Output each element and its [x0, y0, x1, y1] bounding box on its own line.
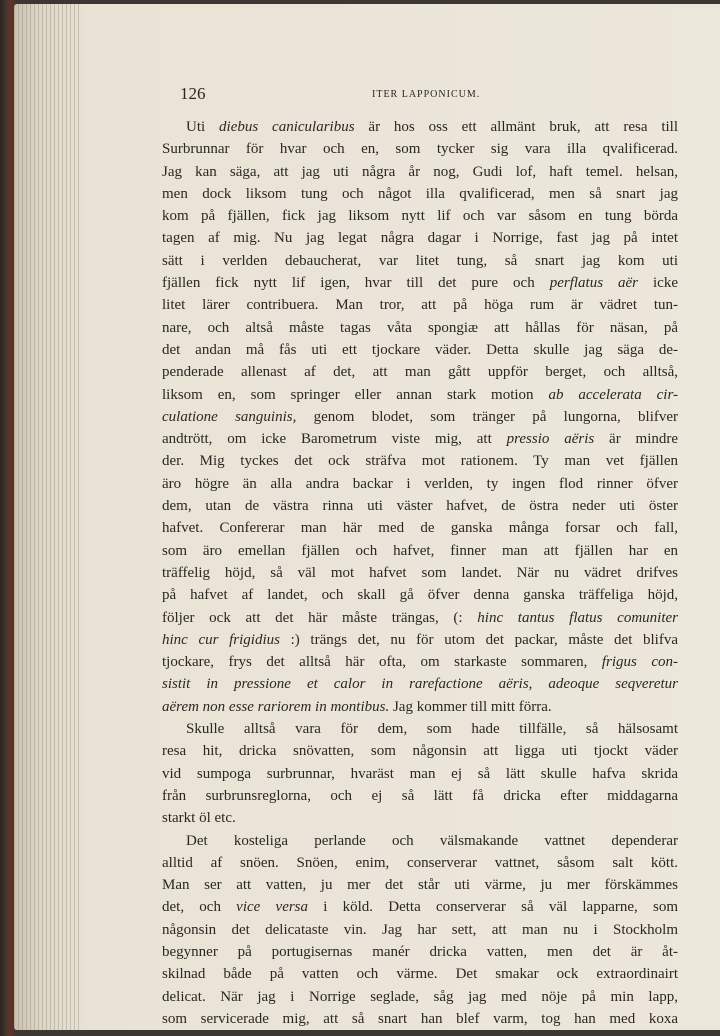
text-line [162, 517, 678, 539]
text-segment: sätt i verlden debaucherat, var litet tung, så snart jag kom uti [162, 252, 678, 269]
text-segment: Uti [186, 119, 220, 135]
text-line [162, 317, 678, 339]
text-segment: nare, och altså måste tagas våta spongiæ att hållas för näsan, på [162, 319, 678, 336]
text-line [162, 718, 678, 740]
text-segment: Jag kan säga, att jag uti några år nog, Gudi lof, haft temel. helsan, [162, 163, 678, 180]
text-line [162, 272, 678, 294]
text-segment: som servicerade mig, att så snart han blef varm, tog han med koxa [162, 1010, 678, 1027]
text-line [162, 941, 678, 963]
text-line [162, 227, 678, 249]
text-line [162, 830, 678, 852]
page-header [180, 84, 680, 106]
text-line [162, 183, 678, 205]
text-segment: det, och [162, 899, 237, 916]
text-line [162, 874, 678, 896]
italic-text-segment: culatione sanguinis, [162, 408, 297, 425]
text-segment: tjockare, frys det alltså här ofta, om starkaste sommaren, [162, 654, 602, 671]
italic-text-segment: frigus con- [601, 654, 678, 671]
text-segment: hafvet. Confererar man här med de ganska många forsar och fall, [162, 520, 678, 537]
text-segment: icke [638, 275, 678, 292]
text-segment: resa hit, dricka snövatten, som någonsin att ligga uti tjockt väder [162, 743, 678, 760]
text-line [162, 807, 678, 829]
text-line [162, 161, 678, 183]
text-line [162, 986, 678, 1008]
text-segment: följer ock att det här måste trängas, (: [162, 609, 478, 626]
text-line [162, 406, 678, 428]
text-segment: genom blodet, som tränger på lungorna, blifver [296, 408, 679, 425]
text-line [162, 852, 678, 874]
italic-text-segment: vice versa [236, 899, 309, 916]
text-segment: delicat. När jag i Norrige seglade, såg jag med nöje på min lapp, [162, 988, 678, 1005]
text-segment: Jag kommer till mitt förra. [389, 698, 552, 715]
text-line [162, 473, 678, 495]
text-line [162, 673, 678, 695]
text-segment: Skulle alltså vara för dem, som hade tillfälle, så hälsosamt [186, 721, 678, 738]
text-segment: kom på fjällen, fick jag liksom nytt lif och var såsom en tung börda [162, 208, 678, 225]
text-line [162, 651, 678, 673]
text-segment: :) trängs det, nu för utom det packar, måste det blifva [279, 631, 678, 648]
text-line [162, 250, 678, 272]
page-gutter [14, 4, 82, 1030]
text-line [162, 1008, 678, 1030]
text-segment: dem, utan de västra rinna uti väster hafvet, de östra neder uti öster [162, 498, 678, 515]
text-segment: som äro emellan fjällen och hafvet, finner man att fjällen har en [162, 542, 678, 559]
text-segment: är hos oss ett allmänt bruk, att resa till [354, 119, 679, 135]
text-line [162, 696, 678, 718]
text-line [162, 629, 678, 651]
text-segment: är mindre [594, 431, 679, 448]
text-segment: Surbrunnar för hvar och en, som tycker sig vara illa qvalificerad. [162, 141, 678, 158]
running-title: ITER LAPPONICUM. [372, 89, 481, 100]
italic-text-segment: pressio aëris [506, 431, 595, 448]
page-number: 126 [180, 84, 206, 103]
italic-text-segment: sistit in pressione et calor in rarefactione aëris, adeoque seqveretur [162, 676, 678, 693]
body-text [162, 116, 678, 1030]
text-line [162, 116, 678, 138]
text-line [162, 607, 678, 629]
text-segment: der. Mig tyckes det ock sträfva mot rationem. Ty man vet fjällen [162, 453, 678, 470]
text-segment: begynner på portugisernas manér dricka vatten, men det är åt- [162, 943, 678, 960]
text-segment: Det kosteliga perlande och välsmakande vattnet dependerar [186, 832, 678, 849]
text-segment: litet lärer contribuera. Man tror, att på höga rum är vädret tun- [162, 297, 678, 314]
text-line [162, 540, 678, 562]
text-line [162, 205, 678, 227]
text-segment: det andan må fås uti ett tjockare väder. Detta skulle jag säga de- [162, 341, 678, 358]
text-line [162, 384, 678, 406]
text-line [162, 361, 678, 383]
text-line [162, 428, 678, 450]
text-line [162, 339, 678, 361]
text-segment: Man ser att vatten, ju mer det står uti värme, ju mer förskämmes [162, 877, 678, 894]
italic-text-segment: hinc cur frigidius [162, 631, 280, 648]
text-segment: tagen af mig. Nu jag legat några dagar i Norrige, fast jag på intet [162, 230, 678, 247]
text-segment: vid sumpoga surbrunnar, hvaräst man ej så lätt skulle hafva skrida [162, 765, 678, 782]
text-segment: penderade allenast af det, att man gått uppför berget, och alltså, [162, 364, 678, 381]
text-segment: skilnad både på vatten och värme. Det smakar ock extraordinairt [162, 966, 678, 983]
text-segment: på hafvet af landet, och skall gå öfver denna ganska träffeliga höjd, [162, 587, 678, 604]
italic-text-segment: aërem non esse rariorem in montibus. [162, 698, 390, 715]
text-line [162, 963, 678, 985]
text-segment: alltid af snöen. Snöen, enim, conserverar vattnet, såsom salt kött. [162, 854, 678, 871]
text-segment: någonsin det delicataste vin. Jag har sett, att man nu i Stockholm [162, 921, 678, 938]
text-segment: från surbrunsreglorna, och ej så lätt få dricka efter middagarna [162, 787, 678, 804]
text-line [162, 294, 678, 316]
text-line [162, 138, 678, 160]
text-line [162, 763, 678, 785]
text-line [162, 495, 678, 517]
text-segment: fjällen fick nytt lif igen, hvar till det pure och [162, 275, 550, 292]
text-segment: liksom en, som springer eller annan stark motion [162, 386, 549, 403]
italic-text-segment: hinc tantus flatus comuniter [477, 609, 679, 626]
text-line [162, 450, 678, 472]
text-segment: träffelig höjd, så väl mot hafvet som landet. När nu vädret drifves [162, 564, 678, 581]
text-segment: andtrött, om icke Barometrum viste mig, att [162, 431, 507, 448]
italic-text-segment: ab accelerata cir- [548, 386, 678, 403]
text-line [162, 919, 678, 941]
text-line [162, 785, 678, 807]
text-line [162, 562, 678, 584]
text-segment: äro högre än alla andra backar i verlden, ty ingen flod rinner öfver [162, 475, 678, 492]
text-segment: i köld. Detta conserverar så väl lapparne, som [308, 899, 679, 916]
text-line [162, 896, 678, 918]
text-segment: men dock liksom tung och något illa qvalificerad, men så snart jag [162, 185, 678, 202]
italic-text-segment: diebus canicularibus [219, 119, 355, 135]
text-line [162, 740, 678, 762]
book-spine-edge [0, 0, 14, 1036]
text-segment: starkt öl etc. [162, 810, 236, 827]
italic-text-segment: perflatus aër [549, 275, 639, 292]
text-line [162, 584, 678, 606]
